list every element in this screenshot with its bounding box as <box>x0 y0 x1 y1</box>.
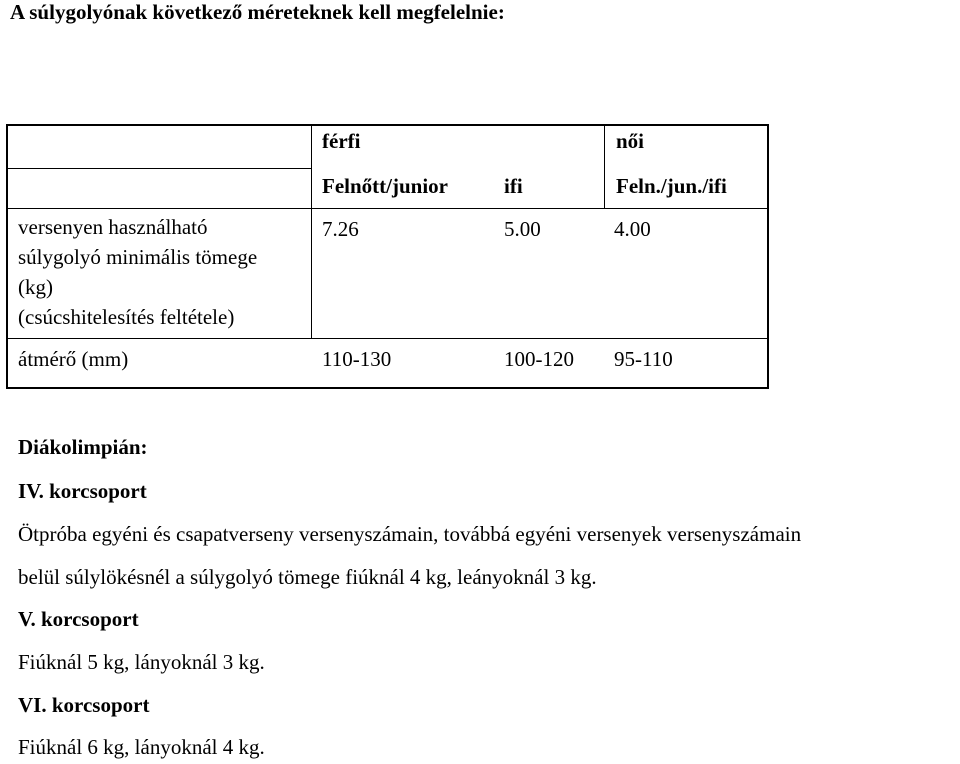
page-heading: A súlygolyónak következő méreteknek kell megfelelnie: <box>10 0 505 24</box>
header-female-all: Feln./jun./ifi <box>616 174 727 198</box>
table-vline <box>604 124 605 209</box>
table-hline <box>6 168 312 169</box>
label-line: (csúcshitelesítés feltétele) <box>18 305 235 329</box>
header-youth: ifi <box>504 174 523 198</box>
diameter-youth: 100-120 <box>504 347 574 371</box>
label-line: (kg) <box>18 275 53 299</box>
group-iv-text-line: belül súlylökésnél a súlygolyó tömege fiúknál 4 kg, leányoknál 3 kg. <box>18 565 597 589</box>
table-border-left <box>6 124 8 389</box>
table-hline <box>6 338 768 339</box>
group-vi-text: Fiúknál 6 kg, lányoknál 4 kg. <box>18 735 265 759</box>
row-diameter-label: átmérő (mm) <box>18 347 129 371</box>
group-iv-text-line: Ötpróba egyéni és csapatverseny versenyszámain, továbbá egyéni versenyek versenyszámain <box>18 522 802 546</box>
table-border-right <box>767 124 769 389</box>
group-iv-title: IV. korcsoport <box>18 479 147 503</box>
weight-female: 4.00 <box>614 217 651 241</box>
table-border-bottom <box>6 387 768 389</box>
diameter-female: 95-110 <box>614 347 673 371</box>
label-line: versenyen használható <box>18 215 208 239</box>
diameter-adult-junior: 110-130 <box>322 347 392 371</box>
header-female: női <box>616 129 645 153</box>
section-title: Diákolimpián: <box>18 435 148 459</box>
header-male: férfi <box>322 129 361 153</box>
row-weight-label <box>18 212 257 332</box>
weight-adult-junior: 7.26 <box>322 217 359 241</box>
group-v-text: Fiúknál 5 kg, lányoknál 3 kg. <box>18 650 265 674</box>
weight-youth: 5.00 <box>504 217 541 241</box>
table-hline <box>6 208 768 209</box>
table-border-top <box>6 124 768 126</box>
header-adult-junior: Felnőtt/junior <box>322 174 448 198</box>
group-v-title: V. korcsoport <box>18 607 139 631</box>
label-line: súlygolyó minimális tömege <box>18 245 258 269</box>
table-vline <box>311 124 312 339</box>
group-vi-title: VI. korcsoport <box>18 693 150 717</box>
